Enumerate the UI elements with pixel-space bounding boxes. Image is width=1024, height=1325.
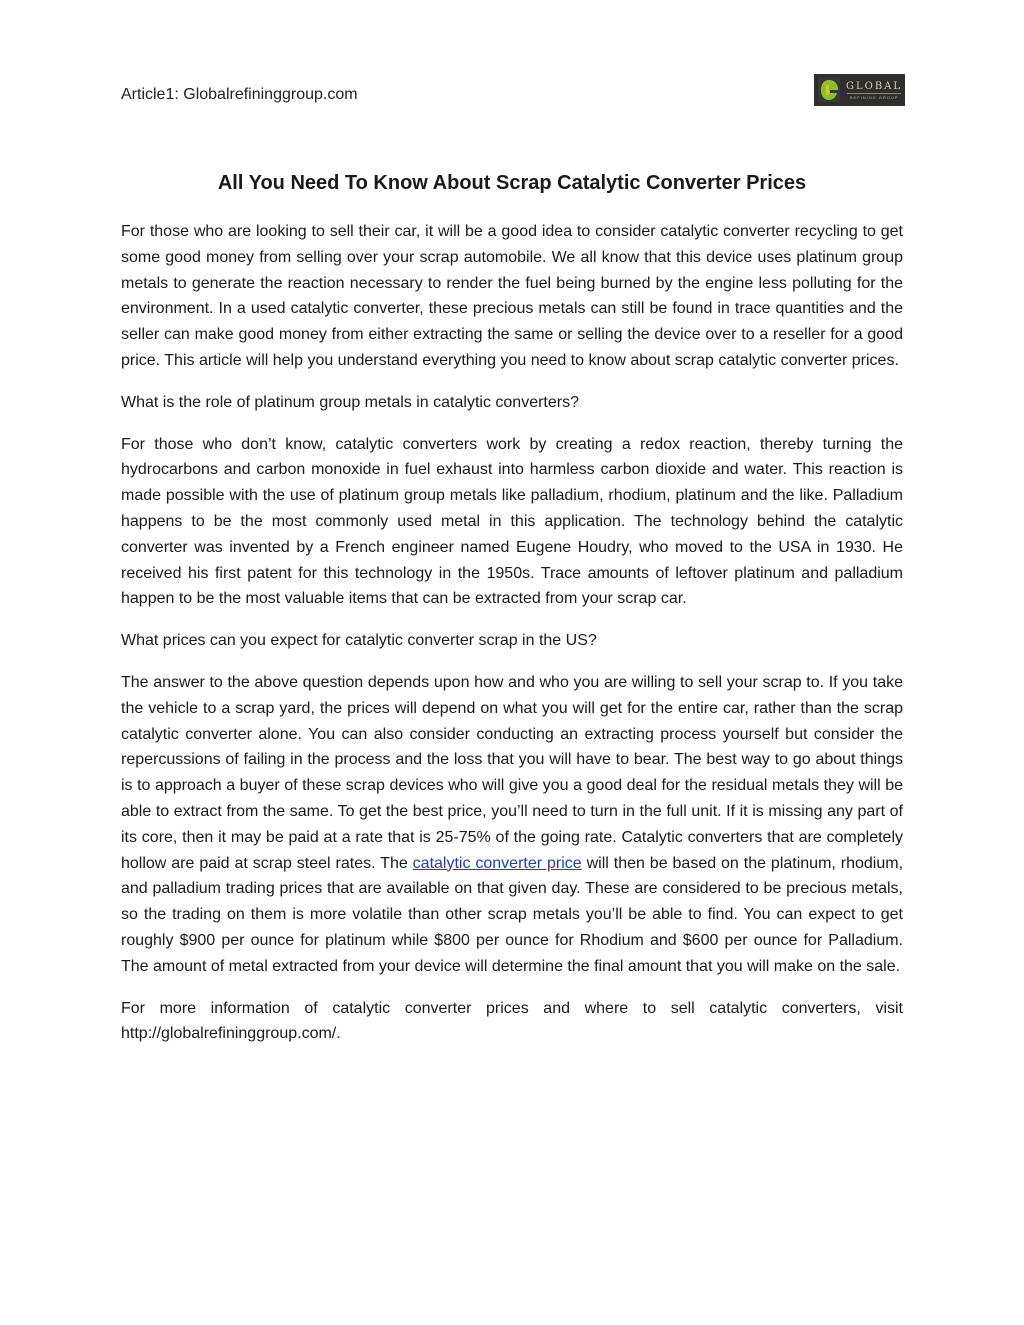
company-logo: [814, 74, 905, 106]
prices-text-before-link: The answer to the above question depends upon how and who you are willing to sell your scrap to. If you take the vehicle to a scrap yard, the prices will depend on what you will get for the entire car, rather than the scrap catalytic converter alone. You can also consider conducting an extracting process yourself but consider the repercussions of failing in the process and the loss that you will have to bear. The best way to go about things is to approach a buyer of these scrap devices who will give you a good deal for the residual metals they will be able to extract from the same. To get the best price, you’ll need to turn in the full unit. If it is missing any part of its core, then it may be paid at a rate that is 25-75% of the going rate. Catalytic converters that are completely hollow are paid at scrap steel rates. The: [121, 673, 903, 872]
article-body: [121, 219, 903, 1063]
logo-mark-icon: [818, 78, 840, 102]
catalytic-converter-price-link[interactable]: catalytic converter price: [412, 854, 582, 872]
intro-paragraph: For those who are looking to sell their car, it will be a good idea to consider catalytic converter recycling to get some good money from selling over your scrap automobile. We all know that this device uses platinum group metals to generate the reaction necessary to render the fuel being burned by the engine less polluting for the environment. In a used catalytic converter, these precious metals can still be found in trace quantities and the seller can make good money from either extracting the same or selling the device over to a reseller for a good price. This article will help you understand everything you need to know about scrap catalytic converter prices.: [121, 223, 903, 369]
question-heading-1: What is the role of platinum group metals in catalytic converters?: [121, 393, 579, 411]
more-info-paragraph: For more information of catalytic converter prices and where to sell catalytic converters, visit http://globalrefininggroup.com/.: [121, 999, 903, 1043]
logo-sub-text: REFINING GROUP: [849, 94, 899, 100]
pgm-role-paragraph: For those who don’t know, catalytic converters work by creating a redox reaction, thereby turning the hydrocarbons and carbon monoxide in fuel exhaust into harmless carbon dioxide and water. This reaction is made possible with the use of platinum group metals like palladium, rhodium, platinum and the like. Palladium happens to be the most commonly used metal in this application. The technology behind the catalytic converter was invented by a French engineer named Eugene Houdry, who moved to the USA in 1930. He received his first patent for this technology in the 1950s. Trace amounts of leftover platinum and palladium happen to be the most valuable items that can be extracted from your scrap car.: [121, 435, 903, 608]
logo-divider: [847, 93, 901, 94]
prices-text-after-link: will then be based on the platinum, rhodium, and palladium trading prices that are available on that given day. These are considered to be precious metals, so the trading on them is more volatile than other scrap metals you’ll be able to find. You can expect to get roughly $900 per ounce for platinum while $800 per ounce for Rhodium and $600 per ounce for Palladium. The amount of metal extracted from your device will determine the final amount that you will make on the sale.: [121, 854, 904, 975]
prices-paragraph: [121, 670, 903, 980]
question-heading-2: What prices can you expect for catalytic converter scrap in the US?: [121, 632, 597, 650]
document-header: Article1: Globalrefininggroup.com: [121, 86, 358, 103]
logo-main-text: GLOBAL: [846, 80, 903, 92]
article-title: All You Need To Know About Scrap Catalytic Converter Prices: [217, 172, 807, 194]
logo-wordmark: [846, 81, 902, 100]
